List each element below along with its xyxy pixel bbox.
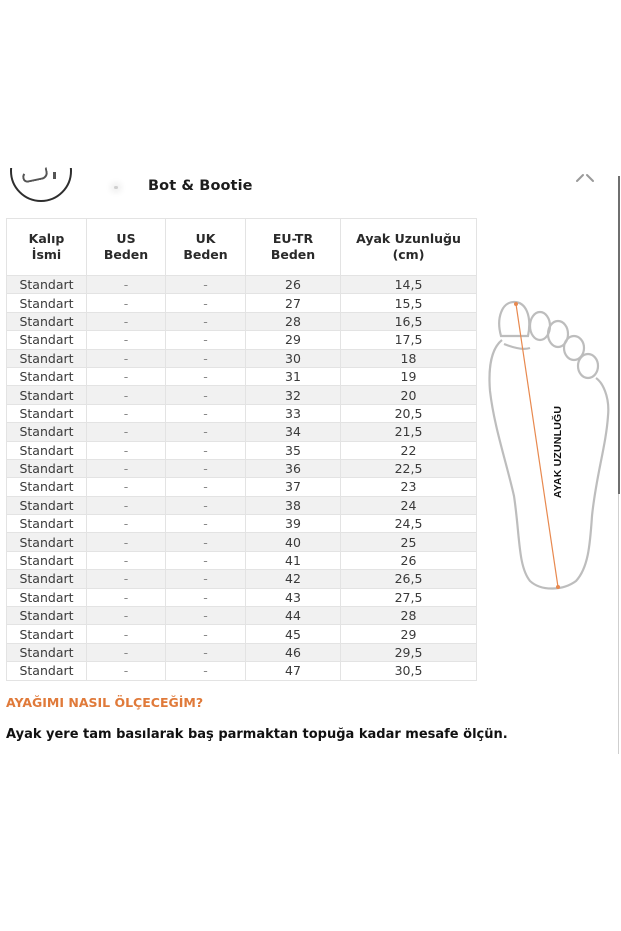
table-row	[7, 625, 477, 643]
cell-us-beden: -	[87, 496, 166, 514]
cell-us-beden: -	[87, 625, 166, 643]
table-row	[7, 643, 477, 661]
cell-eu-tr-beden: 43	[246, 588, 341, 606]
cell-eu-tr-beden: 32	[246, 386, 341, 404]
cell-ayak-uzunlugu: 27,5	[341, 588, 477, 606]
cell-kalip-ismi: Standart	[7, 496, 87, 514]
cell-uk-beden: -	[166, 367, 246, 385]
table-row	[7, 312, 477, 330]
cell-eu-tr-beden: 26	[246, 276, 341, 294]
header-uk-beden: UK Beden	[166, 219, 246, 276]
cell-kalip-ismi: Standart	[7, 533, 87, 551]
cell-ayak-uzunlugu: 23	[341, 478, 477, 496]
logo-bar-icon	[53, 172, 56, 179]
cell-ayak-uzunlugu: 24	[341, 496, 477, 514]
cell-ayak-uzunlugu: 16,5	[341, 312, 477, 330]
table-row	[7, 607, 477, 625]
cell-kalip-ismi: Standart	[7, 662, 87, 680]
table-row	[7, 423, 477, 441]
cell-ayak-uzunlugu: 26	[341, 551, 477, 569]
cell-kalip-ismi: Standart	[7, 607, 87, 625]
cell-eu-tr-beden: 34	[246, 423, 341, 441]
table-row	[7, 588, 477, 606]
header-eu-tr-beden: EU-TR Beden	[246, 219, 341, 276]
table-row	[7, 276, 477, 294]
cell-ayak-uzunlugu: 29,5	[341, 643, 477, 661]
cell-kalip-ismi: Standart	[7, 643, 87, 661]
cell-us-beden: -	[87, 349, 166, 367]
cell-kalip-ismi: Standart	[7, 588, 87, 606]
cell-uk-beden: -	[166, 331, 246, 349]
cell-eu-tr-beden: 47	[246, 662, 341, 680]
cell-eu-tr-beden: 35	[246, 441, 341, 459]
cell-eu-tr-beden: 30	[246, 349, 341, 367]
cell-us-beden: -	[87, 643, 166, 661]
cell-uk-beden: -	[166, 349, 246, 367]
cell-us-beden: -	[87, 533, 166, 551]
table-row	[7, 441, 477, 459]
scroll-edge-line	[618, 176, 620, 494]
blurred-dot	[114, 186, 118, 189]
cell-eu-tr-beden: 31	[246, 367, 341, 385]
table-row	[7, 533, 477, 551]
table-row	[7, 515, 477, 533]
cell-us-beden: -	[87, 570, 166, 588]
cell-eu-tr-beden: 39	[246, 515, 341, 533]
cell-uk-beden: -	[166, 570, 246, 588]
cell-us-beden: -	[87, 331, 166, 349]
cell-eu-tr-beden: 36	[246, 459, 341, 477]
cell-kalip-ismi: Standart	[7, 331, 87, 349]
howto-instruction: Ayak yere tam basılarak baş parmaktan topuğa kadar mesafe ölçün.	[6, 727, 508, 742]
cell-kalip-ismi: Standart	[7, 404, 87, 422]
cell-uk-beden: -	[166, 459, 246, 477]
cell-kalip-ismi: Standart	[7, 367, 87, 385]
cell-kalip-ismi: Standart	[7, 551, 87, 569]
table-row	[7, 478, 477, 496]
cell-ayak-uzunlugu: 21,5	[341, 423, 477, 441]
cell-us-beden: -	[87, 276, 166, 294]
cell-eu-tr-beden: 40	[246, 533, 341, 551]
cell-uk-beden: -	[166, 643, 246, 661]
table-header-row	[7, 219, 477, 276]
cell-us-beden: -	[87, 294, 166, 312]
cell-kalip-ismi: Standart	[7, 276, 87, 294]
cell-uk-beden: -	[166, 423, 246, 441]
cell-eu-tr-beden: 33	[246, 404, 341, 422]
cell-uk-beden: -	[166, 588, 246, 606]
scroll-edge-line-lower	[618, 494, 619, 754]
cell-ayak-uzunlugu: 15,5	[341, 294, 477, 312]
cell-uk-beden: -	[166, 478, 246, 496]
cell-uk-beden: -	[166, 551, 246, 569]
cell-ayak-uzunlugu: 30,5	[341, 662, 477, 680]
cell-uk-beden: -	[166, 441, 246, 459]
cell-kalip-ismi: Standart	[7, 441, 87, 459]
cell-ayak-uzunlugu: 29	[341, 625, 477, 643]
cell-uk-beden: -	[166, 276, 246, 294]
cell-uk-beden: -	[166, 515, 246, 533]
cell-us-beden: -	[87, 551, 166, 569]
cell-us-beden: -	[87, 662, 166, 680]
cell-ayak-uzunlugu: 28	[341, 607, 477, 625]
table-row	[7, 386, 477, 404]
cell-ayak-uzunlugu: 22	[341, 441, 477, 459]
cell-us-beden: -	[87, 441, 166, 459]
chevron-up-icon[interactable]	[575, 170, 595, 184]
cell-kalip-ismi: Standart	[7, 459, 87, 477]
header-us-beden: US Beden	[87, 219, 166, 276]
table-row	[7, 349, 477, 367]
cell-eu-tr-beden: 38	[246, 496, 341, 514]
table-row	[7, 662, 477, 680]
cell-uk-beden: -	[166, 533, 246, 551]
cell-ayak-uzunlugu: 26,5	[341, 570, 477, 588]
cell-us-beden: -	[87, 459, 166, 477]
cell-kalip-ismi: Standart	[7, 625, 87, 643]
cell-uk-beden: -	[166, 625, 246, 643]
page-title: Bot & Bootie	[148, 178, 253, 194]
cell-kalip-ismi: Standart	[7, 294, 87, 312]
cell-us-beden: -	[87, 367, 166, 385]
cell-us-beden: -	[87, 386, 166, 404]
cell-eu-tr-beden: 28	[246, 312, 341, 330]
cell-us-beden: -	[87, 478, 166, 496]
howto-heading: AYAĞIMI NASIL ÖLÇECEĞİM?	[6, 695, 204, 710]
cell-ayak-uzunlugu: 24,5	[341, 515, 477, 533]
cell-us-beden: -	[87, 515, 166, 533]
cell-uk-beden: -	[166, 312, 246, 330]
table-row	[7, 294, 477, 312]
cell-uk-beden: -	[166, 404, 246, 422]
cell-ayak-uzunlugu: 14,5	[341, 276, 477, 294]
cell-us-beden: -	[87, 607, 166, 625]
table-row	[7, 459, 477, 477]
cell-kalip-ismi: Standart	[7, 515, 87, 533]
table-row	[7, 551, 477, 569]
table-row	[7, 367, 477, 385]
cell-eu-tr-beden: 45	[246, 625, 341, 643]
foot-outline-icon	[484, 296, 614, 596]
size-chart-table	[6, 218, 477, 681]
table-row	[7, 404, 477, 422]
cell-eu-tr-beden: 46	[246, 643, 341, 661]
cell-kalip-ismi: Standart	[7, 386, 87, 404]
cell-kalip-ismi: Standart	[7, 349, 87, 367]
header-ayak-uzunlugu: Ayak Uzunluğu (cm)	[341, 219, 477, 276]
cell-ayak-uzunlugu: 20,5	[341, 404, 477, 422]
cell-ayak-uzunlugu: 19	[341, 367, 477, 385]
cell-us-beden: -	[87, 404, 166, 422]
table-row	[7, 570, 477, 588]
foot-length-label: AYAK UZUNLUĞU	[552, 405, 564, 499]
cell-us-beden: -	[87, 423, 166, 441]
cell-ayak-uzunlugu: 25	[341, 533, 477, 551]
cell-eu-tr-beden: 37	[246, 478, 341, 496]
cell-uk-beden: -	[166, 607, 246, 625]
cell-ayak-uzunlugu: 18	[341, 349, 477, 367]
table-row	[7, 331, 477, 349]
cell-ayak-uzunlugu: 22,5	[341, 459, 477, 477]
table-row	[7, 496, 477, 514]
cell-eu-tr-beden: 42	[246, 570, 341, 588]
cell-us-beden: -	[87, 588, 166, 606]
header-kalip-ismi: Kalıp İsmi	[7, 219, 87, 276]
cell-uk-beden: -	[166, 294, 246, 312]
cell-eu-tr-beden: 29	[246, 331, 341, 349]
cell-kalip-ismi: Standart	[7, 312, 87, 330]
cell-eu-tr-beden: 41	[246, 551, 341, 569]
cell-uk-beden: -	[166, 496, 246, 514]
cell-us-beden: -	[87, 312, 166, 330]
cell-eu-tr-beden: 44	[246, 607, 341, 625]
cell-eu-tr-beden: 27	[246, 294, 341, 312]
cell-kalip-ismi: Standart	[7, 570, 87, 588]
cell-uk-beden: -	[166, 386, 246, 404]
cell-kalip-ismi: Standart	[7, 478, 87, 496]
cell-ayak-uzunlugu: 20	[341, 386, 477, 404]
cell-uk-beden: -	[166, 662, 246, 680]
cell-kalip-ismi: Standart	[7, 423, 87, 441]
cell-ayak-uzunlugu: 17,5	[341, 331, 477, 349]
